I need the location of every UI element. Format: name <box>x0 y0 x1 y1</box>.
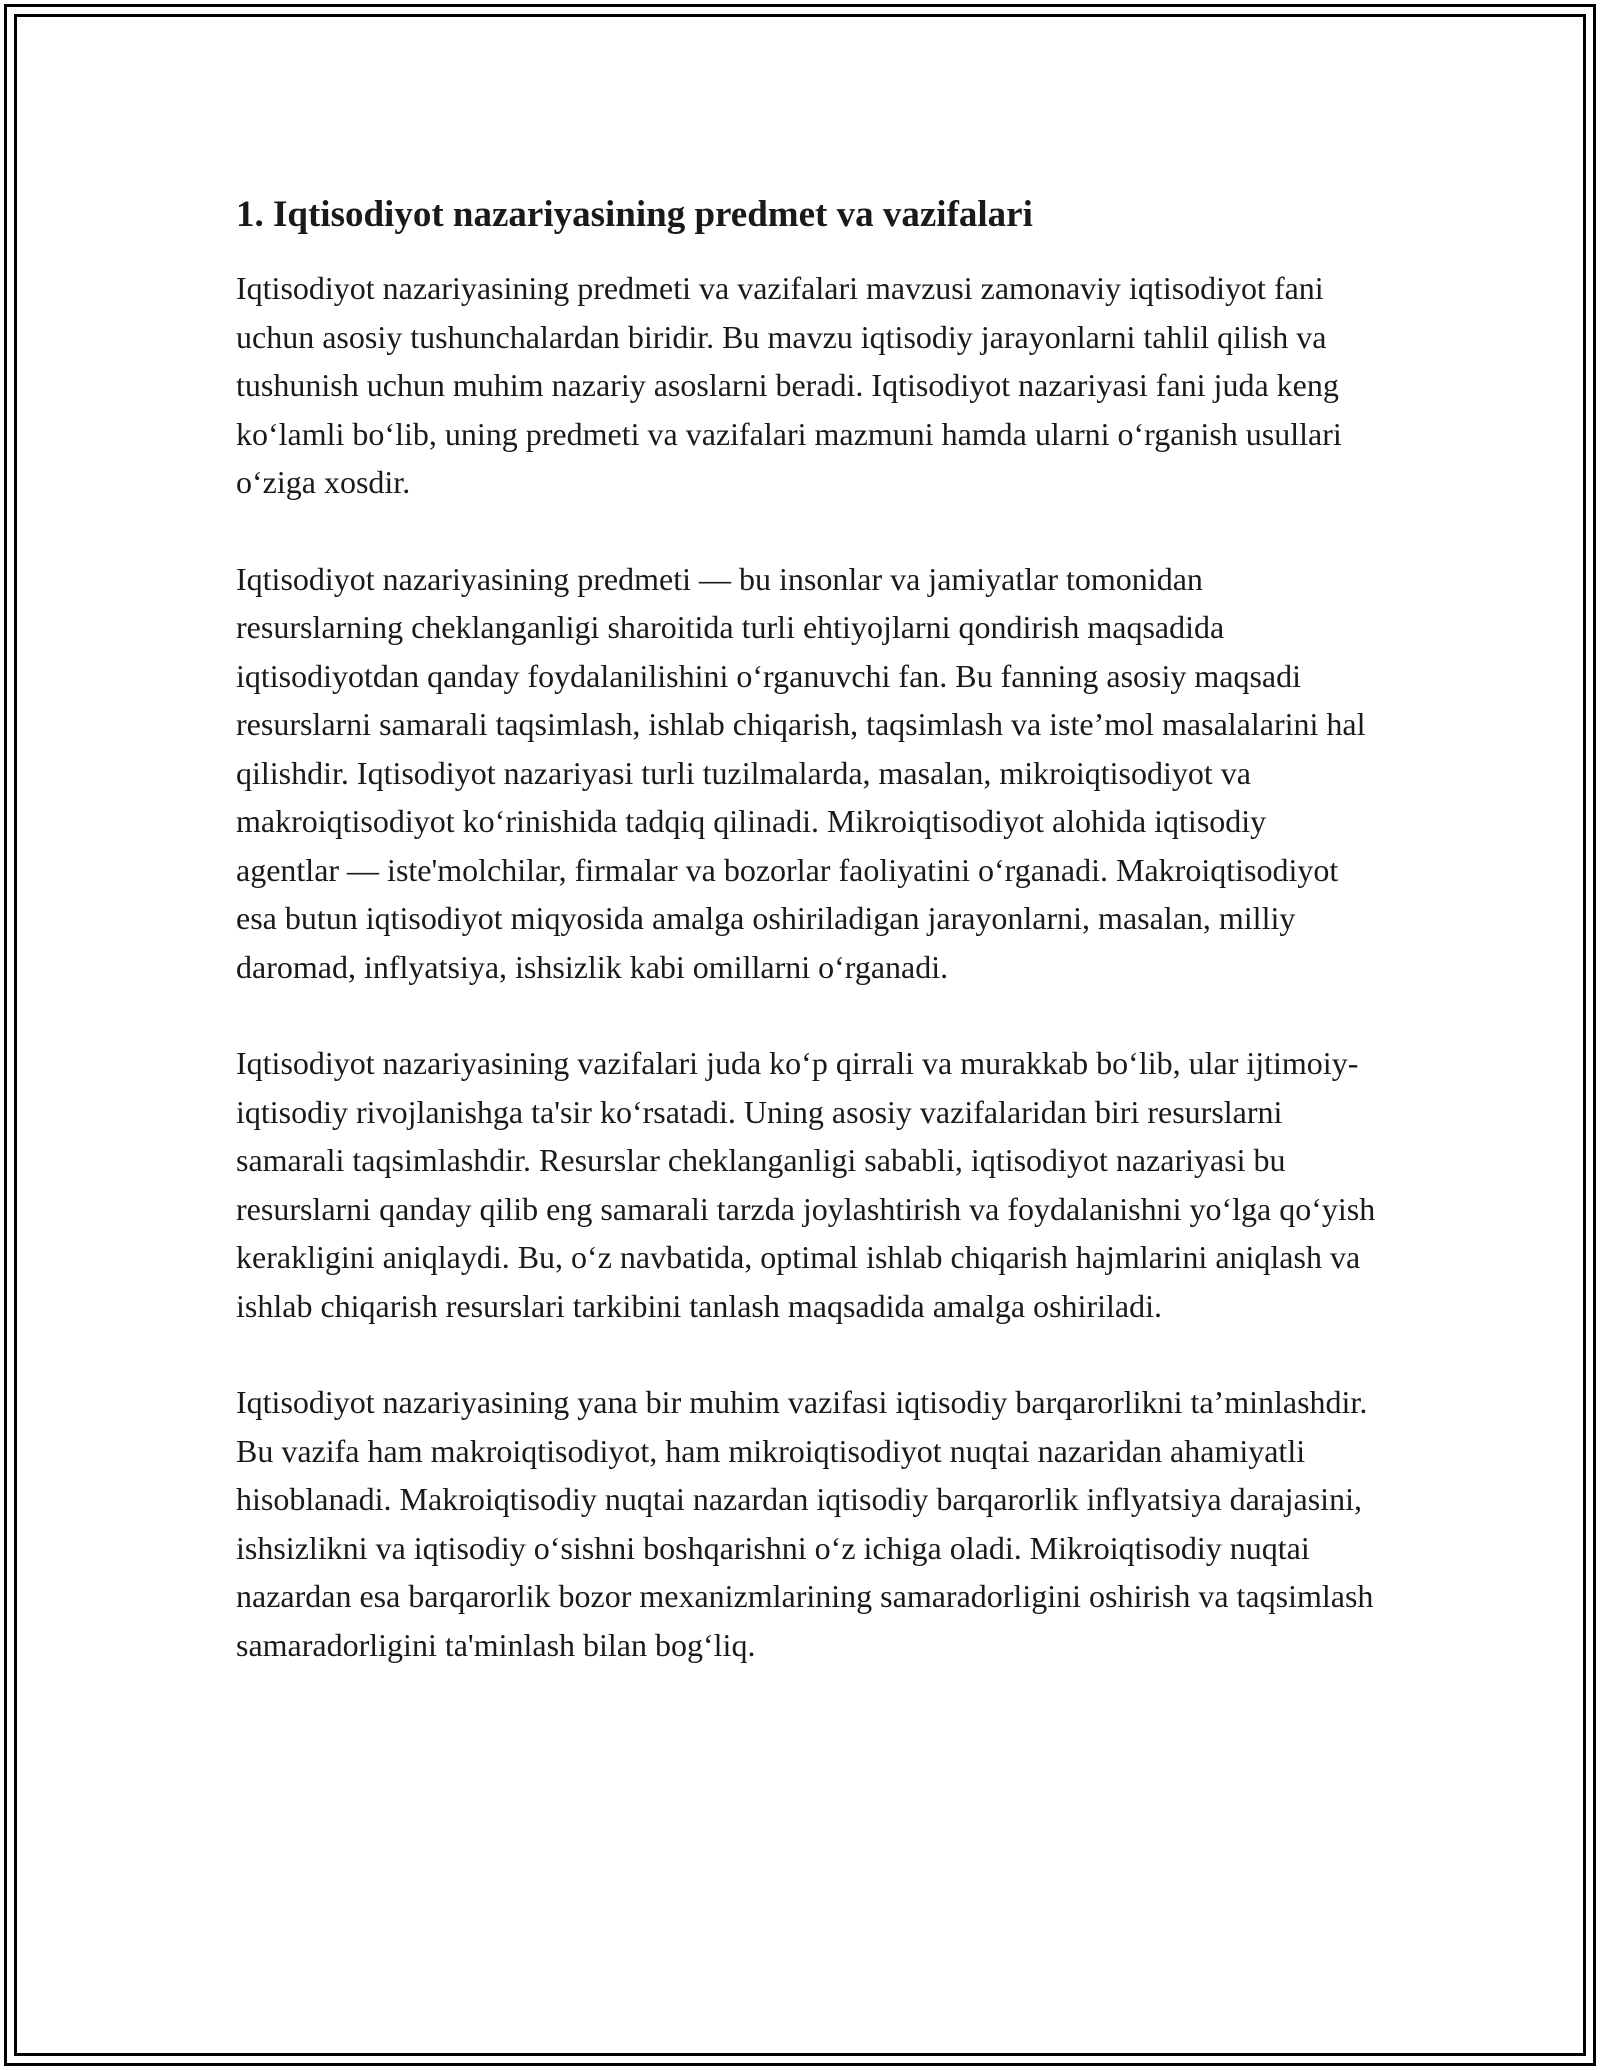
paragraph-3: Iqtisodiyot nazariyasining vazifalari juda ko‘p qirrali va murakkab bo‘lib, ular ijtimoiy-iqtisodiy rivojlanishga ta'sir ko‘rsatadi. Uning asosiy vazifalaridan biri resurslarni samarali taqsimlashdir. Resurslar cheklanganligi sababli, iqtisodiyot nazariyasi bu resurslarni qanday qilib eng samarali tarzda joylashtirish va foydalanishni yo‘lga qo‘yish kerakligini aniqlaydi. Bu, o‘z navbatida, optimal ishlab chiqarish hajmlarini aniqlash va ishlab chiqarish resurslari tarkibini tanlash maqsadida amalga oshiriladi. <box>236 1045 1376 1324</box>
paragraph-2: Iqtisodiyot nazariyasining predmeti — bu insonlar va jamiyatlar tomonidan resurslarning cheklanganligi sharoitida turli ehtiyojlarni qondirish maqsadida iqtisodiyotdan qanday foydalanilishini o‘rganuvchi fan. Bu fanning asosiy maqsadi resurslarni samarali taqsimlash, ishlab chiqarish, taqsimlash va iste’mol masalalarini hal qilishdir. Iqtisodiyot nazariyasi turli tuzilmalarda, masalan, mikroiqtisodiyot va makroiqtisodiyot ko‘rinishida tadqiq qilinadi. Mikroiqtisodiyot alohida iqtisodiy agentlar — iste'molchilar, firmalar va bozorlar faoliyatini o‘rganadi. Makroiqtisodiyot esa butun iqtisodiyot miqyosida amalga oshiriladigan jarayonlarni, masalan, milliy daromad, inflyatsiya, ishsizlik kabi omillarni o‘rganadi. <box>236 560 1366 985</box>
document-body <box>236 186 1376 1717</box>
paragraph-4: Iqtisodiyot nazariyasining yana bir muhim vazifasi iqtisodiy barqarorlikni ta’minlashdir. Bu vazifa ham makroiqtisodiyot, ham mikroiqtisodiyot nuqtai nazaridan ahamiyatli hisoblanadi. Makroiqtisodiy nuqtai nazardan iqtisodiy barqarorlik inflyatsiya darajasini, ishsizlikni va iqtisodiy o‘sishni boshqarishni o‘z ichiga oladi. Mikroiqtisodiy nuqtai nazardan esa barqarorlik bozor mexanizmlarining samaradorligini oshirish va taqsimlash samaradorligini ta'minlash bilan bog‘liq. <box>236 1384 1374 1663</box>
paragraph-1: Iqtisodiyot nazariyasining predmeti va vazifalari mavzusi zamonaviy iqtisodiyot fani uchun asosiy tushunchalardan biridir. Bu mavzu iqtisodiy jarayonlarni tahlil qilish va tushunish uchun muhim nazariy asoslarni beradi. Iqtisodiyot nazariyasi fani juda keng ko‘lamli bo‘lib, uning predmeti va vazifalari mazmuni hamda ularni o‘rganish usullari o‘ziga xosdir. <box>236 270 1342 500</box>
section-heading: 1. Iqtisodiyot nazariyasining predmet va vazifalari <box>236 194 1033 235</box>
